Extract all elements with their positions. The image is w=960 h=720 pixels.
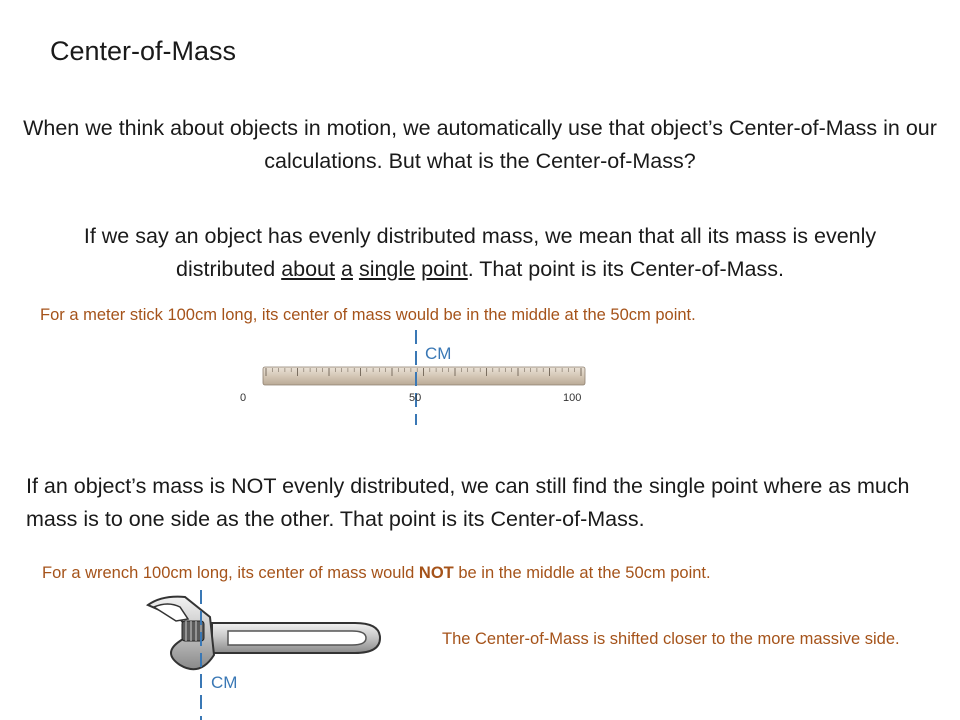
shift-note: The Center-of-Mass is shifted closer to the more massive side.: [442, 630, 900, 648]
meter-stick-note: For a meter stick 100cm long, its center of mass would be in the middle at the 50cm point.: [40, 306, 696, 324]
text-fragment: distributed: [176, 257, 282, 281]
tick-label-100: 100: [563, 392, 582, 404]
even-distribution-paragraph: [20, 220, 940, 286]
even-distribution-line1: If we say an object has evenly distributed mass, we mean that all its mass is evenly: [83, 224, 877, 248]
meter-stick-figure: [230, 330, 600, 430]
wrench-icon: [148, 597, 380, 670]
page-title: Center-of-Mass: [50, 36, 237, 66]
intro-paragraph: When we think about objects in motion, we automatically use that object’s Center-of-Mass in our calculations. But what is the Center-of-Mass?: [23, 116, 937, 173]
meter-cm-label: CM: [425, 344, 452, 363]
tick-label-0: 0: [240, 392, 247, 404]
wrench-cm-label: CM: [211, 673, 238, 692]
text-fragment: For a wrench 100cm long, its center of mass would: [42, 564, 419, 582]
underlined-word: a: [340, 257, 353, 281]
text-fragment: . That point is its Center-of-Mass.: [467, 257, 784, 281]
text-fragment: be in the middle at the 50cm point.: [453, 564, 711, 582]
wrench-figure: [140, 585, 390, 720]
emphasis-not: NOT: [418, 564, 454, 582]
underlined-word: single: [358, 257, 416, 281]
uneven-distribution-paragraph: If an object’s mass is NOT evenly distributed, we can still find the single point where as much mass is to one side as the other. That point is its Center-of-Mass.: [26, 474, 910, 531]
underlined-word: about: [281, 257, 335, 281]
even-distribution-line2: [20, 253, 940, 286]
tick-label-50: 50: [409, 392, 422, 404]
wrench-note: [42, 564, 711, 583]
underlined-word: point: [421, 257, 468, 281]
